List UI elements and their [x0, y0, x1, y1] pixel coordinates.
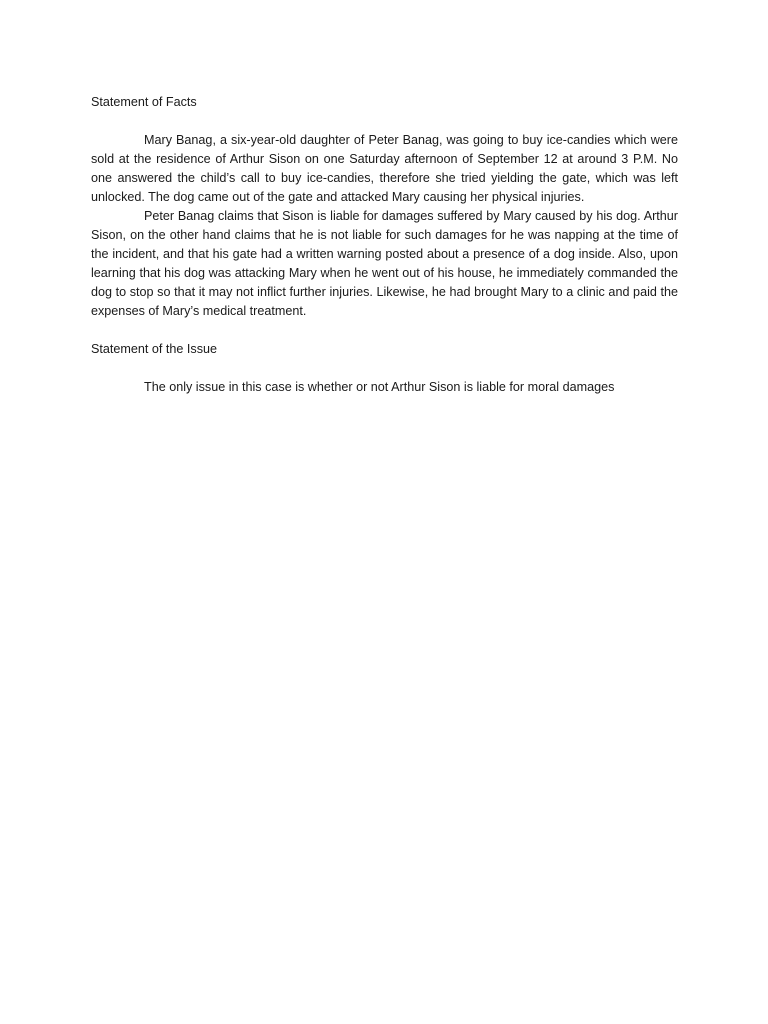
spacer: [91, 112, 678, 131]
facts-paragraph-2: Peter Banag claims that Sison is liable for damages suffered by Mary caused by his dog. Arthur Sison, on the other hand claims that he is not liable for such damages for he was napping at the time of the incident, and that his gate had a written warning posted about a presence of a dog inside. Also, upon learning that his dog was attacking Mary when he went out of his house, he immediately commanded the dog to stop so that it may not inflict further injuries. Likewise, he had brought Mary to a clinic and paid the expenses of Mary’s medical treatment.: [91, 209, 678, 318]
facts-paragraph-1: Mary Banag, a six-year-old daughter of Peter Banag, was going to buy ice-candies which were sold at the residence of Arthur Sison on one Saturday afternoon of September 12 at around 3 P.M. No one answered the child’s call to buy ice-candies, therefore she tried yielding the gate, which was left unlocked. The dog came out of the gate and attacked Mary causing her physical injuries.: [91, 133, 678, 204]
facts-heading: Statement of Facts: [91, 95, 197, 109]
issue-paragraph: The only issue in this case is whether or not Arthur Sison is liable for moral damages: [144, 380, 615, 394]
spacer: [91, 321, 678, 340]
issue-heading: Statement of the Issue: [91, 342, 218, 356]
spacer: [91, 359, 678, 378]
document-page: [91, 93, 678, 397]
